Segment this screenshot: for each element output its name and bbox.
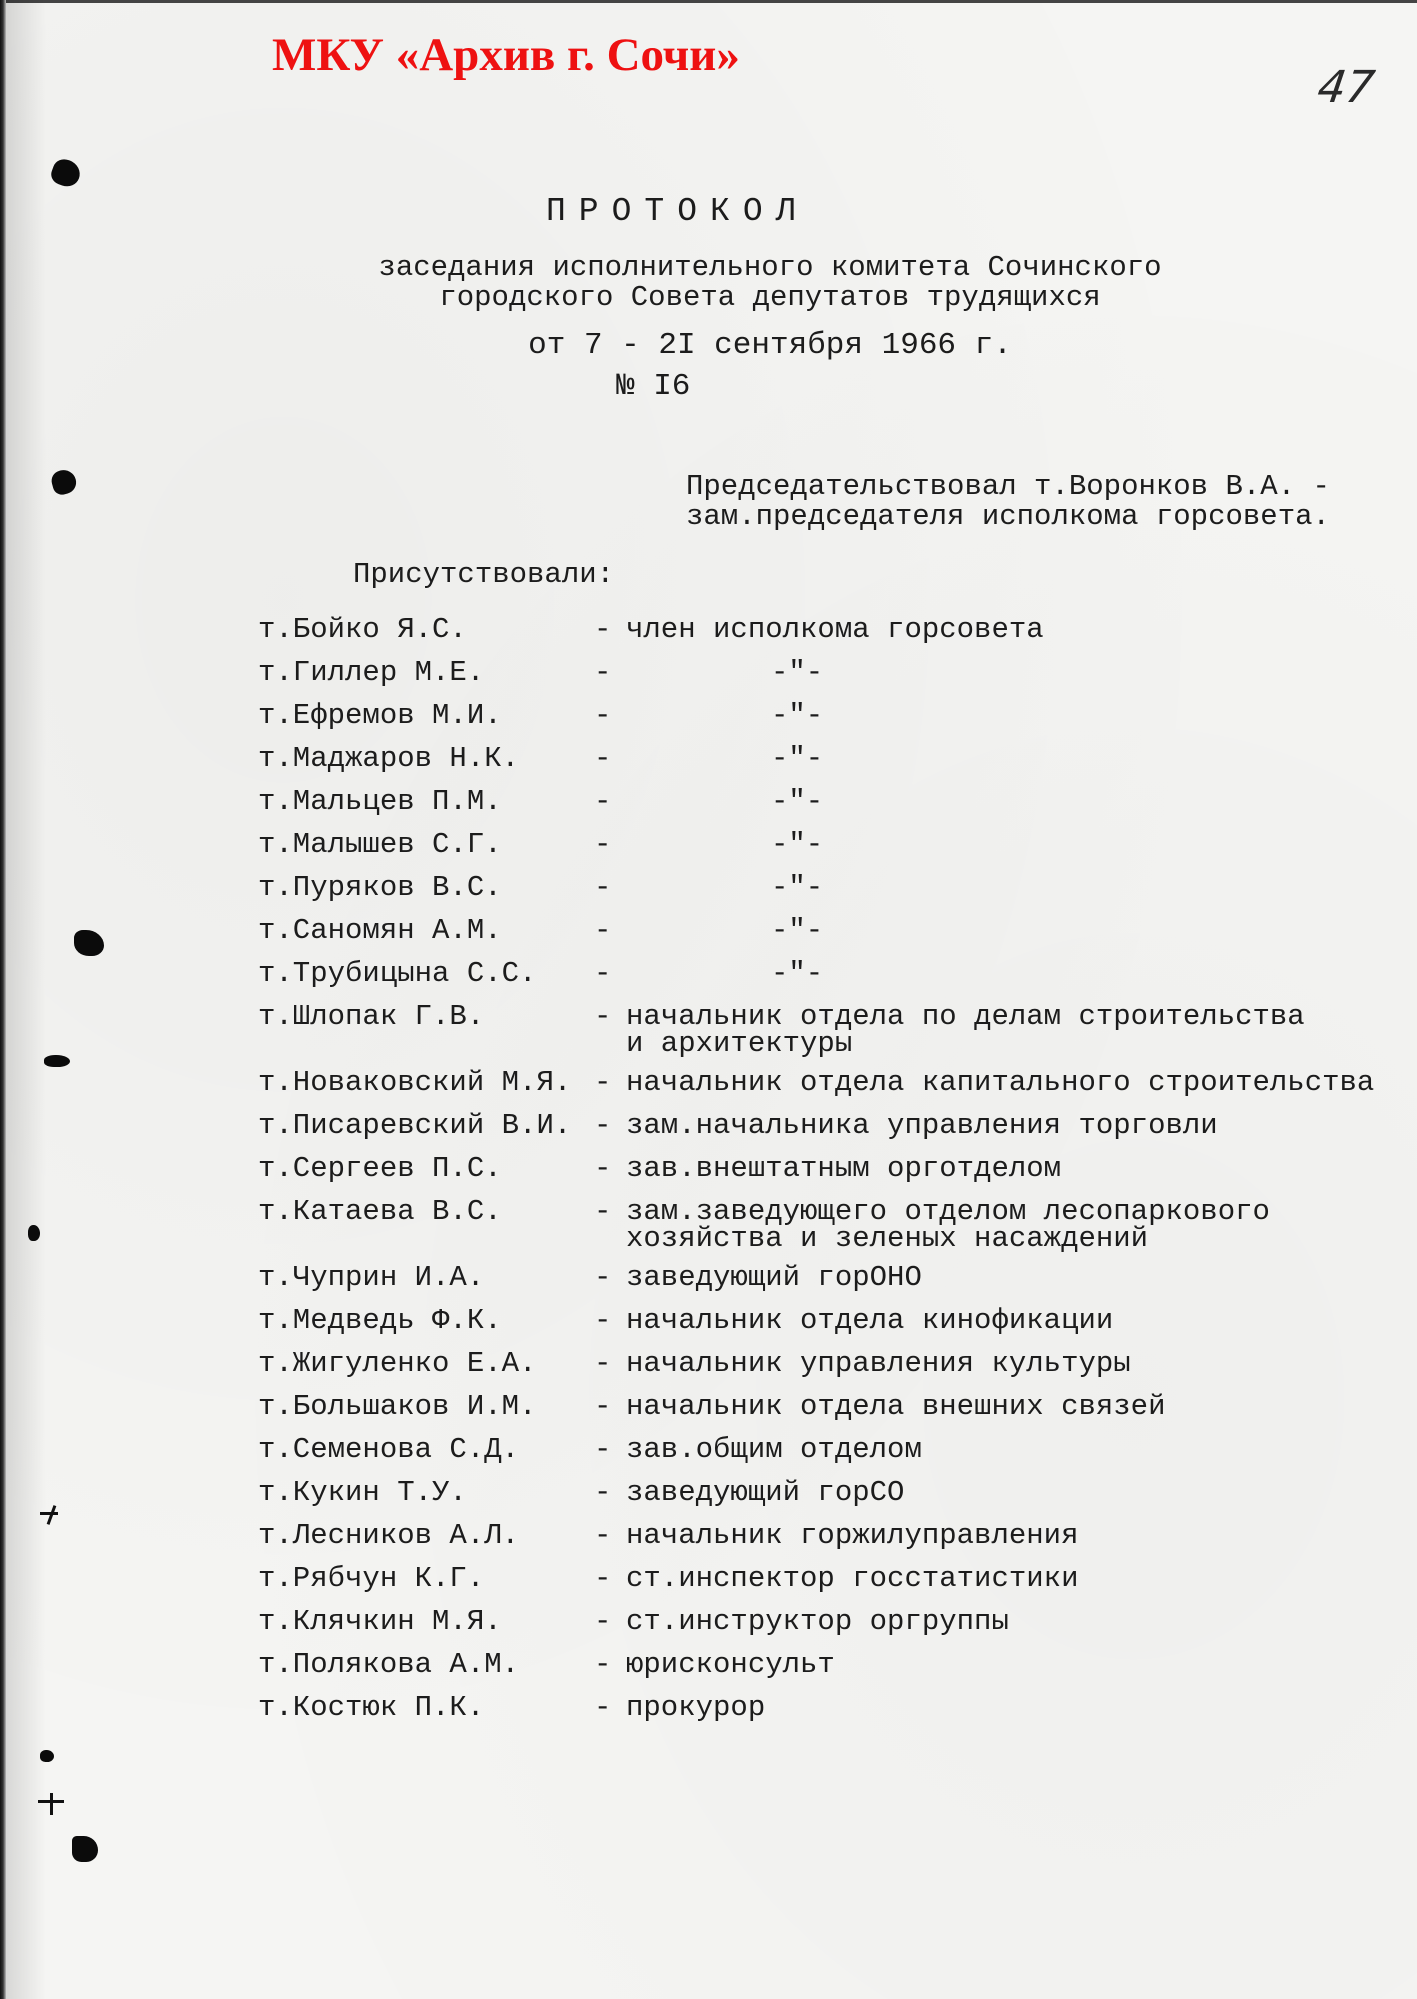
chairperson: [686, 472, 1330, 532]
attendee-row: [258, 1562, 1408, 1595]
role-line: хозяйства и зеленых насаждений: [626, 1222, 1149, 1255]
attendee-row: [258, 1476, 1408, 1509]
attendee-row: [258, 871, 1408, 904]
attendee-role: [626, 1304, 1114, 1337]
chair-line: Председательствовал т.Воронков В.А. -: [686, 470, 1330, 503]
attendee-row: [258, 1109, 1408, 1142]
attendee-row: [258, 1261, 1408, 1294]
attendee-row: [258, 1066, 1408, 1099]
separator-dash: -: [594, 1519, 612, 1552]
separator-dash: -: [594, 1433, 612, 1466]
role-line: заведующий горОНО: [626, 1261, 922, 1294]
attendee-role: [626, 1109, 1218, 1142]
role-line: начальник отдела по делам строительства: [626, 1000, 1305, 1033]
attendee-row: [258, 1347, 1408, 1380]
separator-dash: -: [594, 957, 612, 990]
attendee-row: [258, 742, 1408, 775]
attendee-row: [258, 1000, 1408, 1060]
separator-dash: -: [594, 656, 612, 689]
attendee-row: [258, 957, 1408, 990]
separator-dash: -: [594, 742, 612, 775]
attendee-row: [258, 1304, 1408, 1337]
separator-dash: -: [594, 1605, 612, 1638]
attendee-name: т.Ефремов М.И.: [258, 699, 502, 732]
attendee-name: т.Гиллер М.Е.: [258, 656, 485, 689]
attendee-row: [258, 1433, 1408, 1466]
attendee-row: [258, 914, 1408, 947]
chair-line: зам.председателя исполкома горсовета.: [686, 500, 1330, 533]
attendee-name: т.Мальцев П.М.: [258, 785, 502, 818]
separator-dash: -: [594, 1109, 612, 1142]
attendee-row: [258, 1605, 1408, 1638]
role-line: заведующий горСО: [626, 1476, 905, 1509]
role-line: -"-: [771, 914, 824, 947]
scan-top-edge: [0, 0, 1417, 3]
attendee-row: [258, 1519, 1408, 1552]
attendee-name: т.Малышев С.Г.: [258, 828, 502, 861]
attendee-name: т.Катаева В.С.: [258, 1195, 502, 1228]
present-label: Присутствовали:: [353, 558, 615, 591]
role-line: зав.внештатным орготделом: [626, 1152, 1062, 1185]
staple-mark: [47, 1505, 57, 1525]
attendee-role: [626, 613, 1044, 646]
binding-hole: [72, 1836, 98, 1862]
attendee-role: [626, 1066, 1375, 1099]
role-line: ст.инспектор госстатистики: [626, 1562, 1079, 1595]
attendee-role: [626, 1152, 1062, 1185]
attendee-role: [626, 1390, 1166, 1423]
separator-dash: -: [594, 1066, 612, 1099]
binding-hole: [28, 1225, 40, 1241]
attendee-role: [626, 699, 824, 732]
attendee-role: [626, 656, 824, 689]
attendee-name: т.Семенова С.Д.: [258, 1433, 520, 1466]
attendee-role: [626, 1691, 766, 1724]
attendee-name: т.Костюк П.К.: [258, 1691, 485, 1724]
separator-dash: -: [594, 1304, 612, 1337]
role-line: -"-: [771, 785, 824, 818]
attendee-role: [626, 1433, 922, 1466]
attendee-role: [626, 1562, 1079, 1595]
separator-dash: -: [594, 914, 612, 947]
role-line: -"-: [771, 742, 824, 775]
binding-hole: [44, 1055, 70, 1067]
role-line: начальник управления культуры: [626, 1347, 1131, 1380]
separator-dash: -: [594, 828, 612, 861]
attendee-name: т.Чуприн И.А.: [258, 1261, 485, 1294]
attendee-name: т.Саномян А.М.: [258, 914, 502, 947]
handwritten-page-number: 47: [1314, 62, 1378, 113]
attendee-row: [258, 785, 1408, 818]
attendee-row: [258, 656, 1408, 689]
archive-stamp: МКУ «Архив г. Сочи»: [272, 29, 740, 81]
attendee-role: [626, 871, 824, 904]
role-line: прокурор: [626, 1691, 766, 1724]
separator-dash: -: [594, 785, 612, 818]
attendee-role: [626, 1261, 922, 1294]
attendee-row: [258, 828, 1408, 861]
role-line: зам.заведующего отделом лесопаркового: [626, 1195, 1270, 1228]
attendee-name: т.Полякова А.М.: [258, 1648, 520, 1681]
attendee-row: [258, 1195, 1408, 1255]
subtitle-line: заседания исполнительного комитета Сочинского: [378, 251, 1162, 284]
attendee-name: т.Бойко Я.С.: [258, 613, 467, 646]
protocol-number: № I6: [616, 369, 691, 404]
attendee-role: [626, 785, 824, 818]
binding-hole: [49, 467, 78, 496]
staple-mark: [50, 1793, 53, 1815]
role-line: зав.общим отделом: [626, 1433, 922, 1466]
role-line: начальник отдела внешних связей: [626, 1390, 1166, 1423]
attendee-role: [626, 1648, 835, 1681]
separator-dash: -: [594, 699, 612, 732]
attendee-role: [626, 914, 824, 947]
role-line: и архитектуры: [626, 1027, 853, 1060]
attendee-row: [258, 1152, 1408, 1185]
staple-mark: [38, 1800, 64, 1803]
attendee-name: т.Трубицына С.С.: [258, 957, 537, 990]
role-line: -"-: [771, 699, 824, 732]
role-line: начальник отдела капитального строительства: [626, 1066, 1375, 1099]
separator-dash: -: [594, 1476, 612, 1509]
scan-shadow: [6, 0, 46, 1999]
binding-hole: [74, 930, 104, 956]
attendee-role: [626, 1476, 905, 1509]
separator-dash: -: [594, 1347, 612, 1380]
attendee-role: [626, 1347, 1131, 1380]
attendee-name: т.Писаревский В.И.: [258, 1109, 572, 1142]
role-line: -"-: [771, 957, 824, 990]
attendee-name: т.Жигуленко Е.А.: [258, 1347, 537, 1380]
role-line: начальник горжилуправления: [626, 1519, 1079, 1552]
subtitle-line: городского Совета депутатов трудящихся: [439, 281, 1101, 314]
meeting-date: от 7 - 2I сентября 1966 г.: [528, 328, 1012, 363]
attendee-name: т.Маджаров Н.К.: [258, 742, 520, 775]
role-line: член исполкома горсовета: [626, 613, 1044, 646]
separator-dash: -: [594, 1562, 612, 1595]
binding-hole: [40, 1750, 54, 1762]
attendee-name: т.Медведь Ф.К.: [258, 1304, 502, 1337]
attendee-row: [258, 1390, 1408, 1423]
binding-hole: [48, 156, 83, 190]
role-line: зам.начальника управления торговли: [626, 1109, 1218, 1142]
attendee-role: [626, 742, 824, 775]
attendee-role: [626, 1000, 1305, 1060]
attendee-row: [258, 1691, 1408, 1724]
role-line: -"-: [771, 828, 824, 861]
attendee-name: т.Шлопак Г.В.: [258, 1000, 485, 1033]
separator-dash: -: [594, 1152, 612, 1185]
attendee-name: т.Новаковский М.Я.: [258, 1066, 572, 1099]
role-line: -"-: [771, 656, 824, 689]
attendee-name: т.Пуряков В.С.: [258, 871, 502, 904]
attendee-row: [258, 699, 1408, 732]
separator-dash: -: [594, 871, 612, 904]
document-subtitle: [360, 253, 1180, 313]
attendee-role: [626, 1519, 1079, 1552]
separator-dash: -: [594, 1390, 612, 1423]
attendee-name: т.Рябчун К.Г.: [258, 1562, 485, 1595]
separator-dash: -: [594, 1195, 612, 1228]
attendee-role: [626, 957, 824, 990]
attendee-row: [258, 613, 1408, 646]
role-line: ст.инструктор оргруппы: [626, 1605, 1009, 1638]
attendee-name: т.Сергеев П.С.: [258, 1152, 502, 1185]
attendee-name: т.Большаков И.М.: [258, 1390, 537, 1423]
role-line: начальник отдела кинофикации: [626, 1304, 1114, 1337]
separator-dash: -: [594, 1261, 612, 1294]
separator-dash: -: [594, 1000, 612, 1033]
attendee-name: т.Кукин Т.У.: [258, 1476, 467, 1509]
separator-dash: -: [594, 613, 612, 646]
attendee-role: [626, 1195, 1270, 1255]
role-line: юрисконсульт: [626, 1648, 835, 1681]
attendee-row: [258, 1648, 1408, 1681]
separator-dash: -: [594, 1691, 612, 1724]
attendee-name: т.Клячкин М.Я.: [258, 1605, 502, 1638]
separator-dash: -: [594, 1648, 612, 1681]
attendee-name: т.Лесников А.Л.: [258, 1519, 520, 1552]
role-line: -"-: [771, 871, 824, 904]
document-title: ПРОТОКОЛ: [546, 193, 809, 230]
attendee-role: [626, 1605, 1009, 1638]
staple-mark: [40, 1512, 58, 1515]
attendee-list: [258, 613, 1408, 1737]
attendee-role: [626, 828, 824, 861]
